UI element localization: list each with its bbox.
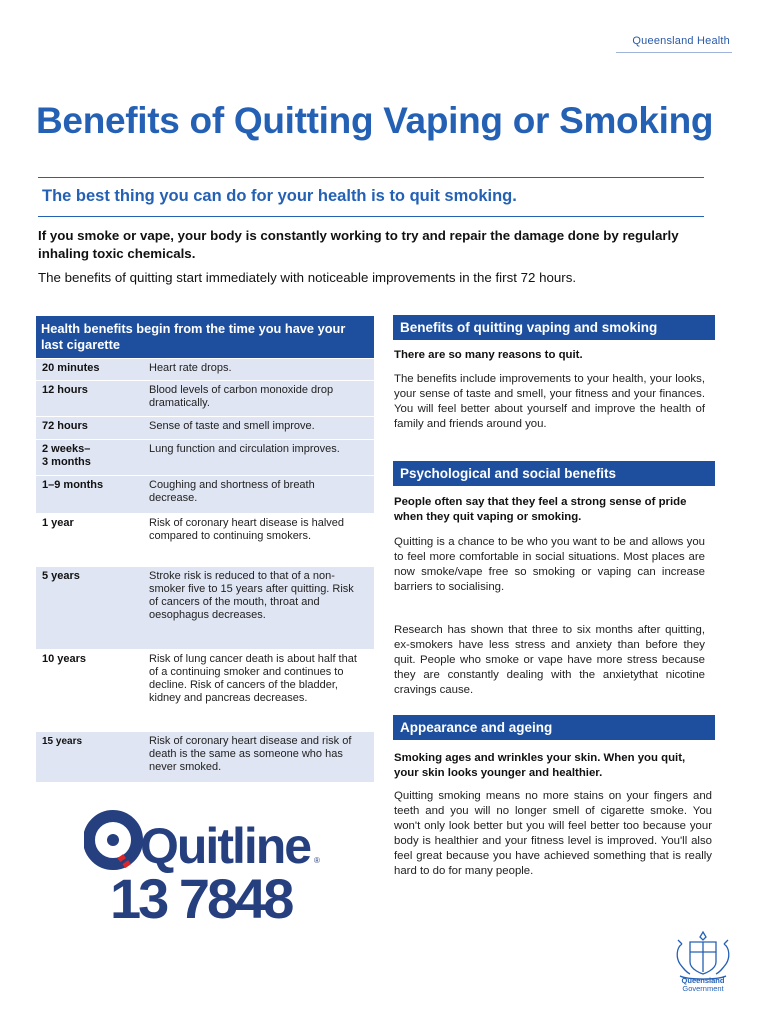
section-heading-psychological: Psychological and social benefits [393,461,715,486]
timeline-period: 1 year [42,517,74,529]
quitline-number: 13 7848 [110,867,292,930]
header-rule [616,52,732,53]
table-row [36,475,374,513]
table-row [36,358,374,380]
crest-line1: Queensland [681,976,725,985]
table-row [36,439,374,475]
intro-bold: If you smoke or vape, your body is constantly working to try and repair the damage done by regularly inhaling toxic chemicals. [38,228,679,261]
timeline-effect: Blood levels of carbon monoxide drop dramatically. [149,384,334,409]
header-org: Queensland Health [632,35,730,47]
timeline-effect: Lung function and circulation improves. [149,443,340,455]
timeline-period: 2 weeks– 3 months [42,443,91,468]
section-lead-benefits: There are so many reasons to quit. [394,349,583,361]
intro-normal: The benefits of quitting start immediately with noticeable improvements in the first 72 hours. [38,270,577,285]
crest-line2: Government [682,984,724,993]
table-row [36,380,374,416]
timeline-period: 72 hours [42,420,88,432]
quitline-q-icon [89,816,137,868]
timeline-period: 20 minutes [42,362,100,374]
crest-label [670,977,736,993]
benefits-timeline-table [36,316,374,782]
section-heading-benefits: Benefits of quitting vaping and smoking [393,315,715,340]
table-row [36,731,374,782]
section-lead-appearance: Smoking ages and wrinkles your skin. When you quit, your skin looks younger and healthier. [394,752,686,779]
timeline-period: 1–9 months [42,479,104,491]
timeline-effect: Risk of coronary heart disease and risk of death is the same as someone who has never smoked. [149,735,352,773]
section-body-appearance: Quitting smoking means no more stains on your fingers and teeth and you will no longer smell of cigarette smoke. You won't only look better but you will feel better too because your body is healthier and your fitness level is improved. You'll also feel great because you have achieved something that is really hard to do for many people. [394,790,712,877]
timeline-period: 5 years [42,570,80,582]
section-body-psychological-2: Research has shown that three to six months after quitting, ex-smokers have less stress and anxiety than before they quit. People who smoke or vape have more stress because they are constantly dealing with the anxietythat nicotine cravings cause. [394,624,705,696]
page-title: Benefits of Quitting Vaping or Smoking [36,100,714,141]
timeline-effect: Risk of lung cancer death is about half that of a continuing smoker and continues to decline. Risk of cancers of the bladder, kidney and pancreas decreases. [149,653,357,704]
timeline-effect: Stroke risk is reduced to that of a non-smoker five to 15 years after quitting. Risk of cancers of the mouth, throat and oesophagus decreases. [149,570,354,621]
table-row [36,513,374,566]
section-body-benefits: The benefits include improvements to your health, your looks, your sense of taste and smell, your fitness and your finances. You will feel better about yourself and improve the health of family and friends around you. [394,373,705,430]
timeline-period: 12 hours [42,384,88,396]
section-heading-appearance: Appearance and ageing [393,715,715,740]
timeline-effect: Sense of taste and smell improve. [149,420,315,432]
section-lead-psychological: People often say that they feel a strong sense of pride when they quit vaping or smoking. [394,496,687,523]
timeline-header: Health benefits begin from the time you have your last cigarette [36,316,374,358]
quitline-wordmark: Quitline [140,818,311,874]
table-row [36,416,374,439]
timeline-period: 10 years [42,653,87,665]
timeline-period: 15 years [42,736,83,747]
section-body-psychological-1: Quitting is a chance to be who you want to be and allows you to feel more comfortable in social situations. Most places are now smoke/vape free so smoking or vaping can increase barriers to socialising. [394,536,705,593]
timeline-effect: Coughing and shortness of breath decrease. [149,479,315,504]
timeline-effect: Heart rate drops. [149,362,232,374]
table-row [36,649,374,731]
timeline-effect: Risk of coronary heart disease is halved compared to continuing smokers. [149,517,345,542]
tagline: The best thing you can do for your health is to quit smoking. [42,187,517,205]
table-row [36,566,374,649]
quitline-registered-mark: ® [314,856,320,865]
quitline-logo [84,810,324,930]
tagline-box [38,177,704,217]
